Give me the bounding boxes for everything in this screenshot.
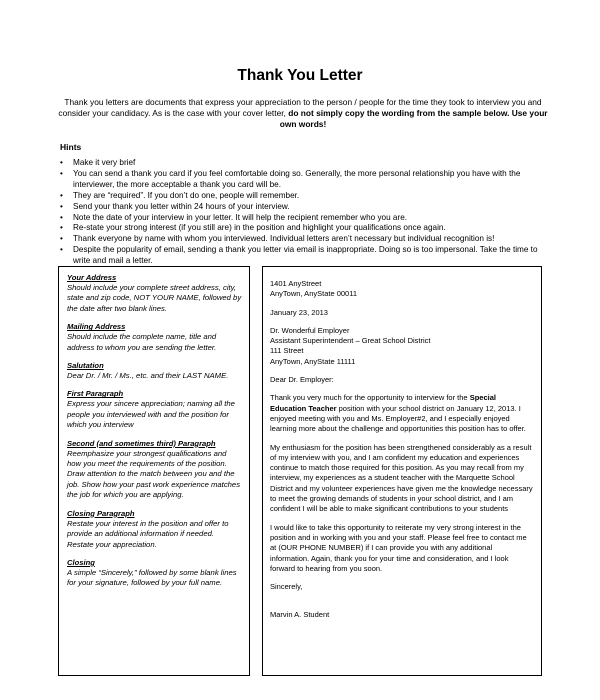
p1-text-end: position with your school district on January 12, 2013. I enjoyed meeting with you and Ms. Employer#2, and I especially enjoyed learning more about the challenge and opportunities this position has to offer. bbox=[270, 403, 526, 434]
page-title: Thank You Letter bbox=[237, 67, 363, 84]
hint-item: • Send your thank you letter within 24 hours of your interview. bbox=[58, 202, 548, 213]
paragraph-3: I would like to take this opportunity to reiterate my very strong interest in the position and in working with you and your staff. Please feel free to contact me at (OUR PHONE NUMBER) if I can provide you with any additional information. Again, thank you for your time and consideration, and I look forward to hearing from you soon. bbox=[270, 522, 527, 573]
p1-text: Thank you very much for the opportunity to interview for the bbox=[270, 393, 470, 403]
recipient-address bbox=[270, 326, 533, 367]
hint-item: • You can send a thank you card if you feel comfortable doing so. Generally, the more personal relationship you have with the interviewer, the more acceptable a thank you card will be. bbox=[58, 169, 548, 191]
sample-letter-box bbox=[262, 266, 542, 676]
letter-date: January 23, 2013 bbox=[270, 307, 328, 317]
hints-list bbox=[58, 158, 548, 267]
p1-position: Special Education Teacher bbox=[270, 393, 496, 413]
guide-heading: Salutation bbox=[67, 361, 104, 371]
recipient-name: Dr. Wonderful Employer bbox=[270, 325, 350, 335]
guide-section bbox=[67, 509, 242, 550]
hint-item: • Make it very brief bbox=[58, 158, 548, 169]
guide-body: A simple “Sincerely,” followed by some blank lines for your signature, followed by your full name. bbox=[67, 567, 237, 588]
guide-section bbox=[67, 389, 242, 430]
sender-address bbox=[270, 279, 533, 300]
hint-item: • Despite the popularity of email, sending a thank you letter via email is inappropriate. Doing so is too impersonal. Take the time to write and mail a letter. bbox=[58, 245, 548, 267]
guide-heading: Your Address bbox=[67, 273, 117, 282]
hint-item: • Note the date of your interview in your letter. It will help the recipient remember who you are. bbox=[58, 213, 548, 224]
guide-body: Express your sincere appreciation; naming all the people you interviewed with and the position for which you interview bbox=[67, 399, 235, 430]
guide-body: Reemphasize your strongest qualifications and how you meet the requirements of the position. Draw attention to the match between you and the job. Show how your past work experience matches the job for which you are applying. bbox=[67, 448, 241, 500]
salutation: Dear Dr. Employer: bbox=[270, 375, 334, 385]
guide-body: Should include your complete street address, city, state and zip code, NOT YOUR NAME, followed by the date after two blank lines. bbox=[67, 283, 242, 313]
hint-item: • Thank everyone by name with whom you interviewed. Individual letters aren’t necessary but individual recognition is! bbox=[58, 234, 548, 245]
letter-guide-box bbox=[58, 266, 250, 676]
paragraph-2: My enthusiasm for the position has been strengthened considerably as a result of my interview with you, and I am confident my education and experiences continue to match those required for this position. As you may recall from my interview, my experiences as a student teacher with the Marquette School District and my volunteer experiences have given me the knowledge necessary to meet the growing demands of students in your school district, and I am confident I will be able to make significant contributions to your students bbox=[270, 442, 533, 514]
guide-body: Dear Dr. / Mr. / Ms., etc. and their LAST NAME. bbox=[67, 371, 229, 381]
sender-city: AnyTown, AnyState 00011 bbox=[270, 289, 358, 299]
intro-paragraph bbox=[58, 97, 548, 130]
guide-section bbox=[67, 558, 242, 589]
recipient-title: Assistant Superintendent – Great School District bbox=[270, 336, 431, 346]
recipient-city: AnyTown, AnyState 11111 bbox=[270, 356, 356, 366]
guide-section bbox=[67, 439, 242, 501]
guide-section bbox=[67, 273, 242, 314]
signature: Marvin A. Student bbox=[270, 610, 330, 620]
guide-heading: Closing bbox=[67, 557, 95, 567]
sender-street: 1401 AnyStreet bbox=[270, 279, 322, 288]
closing: Sincerely, bbox=[270, 582, 303, 592]
guide-section bbox=[67, 322, 242, 353]
recipient-street: 111 Street bbox=[270, 346, 304, 356]
guide-heading: Second (and sometimes third) Paragraph bbox=[67, 438, 216, 448]
intro-emphasis: do not simply copy the wording from the sample below. Use your own words! bbox=[279, 108, 548, 129]
guide-body: Restate your interest in the position and offer to provide an additional information if needed. Restate your appreciation. bbox=[67, 518, 229, 549]
guide-heading: First Paragraph bbox=[67, 389, 124, 399]
hint-item: • Re-state your strong interest (if you still are) in the position and highlight your qualifications once again. bbox=[58, 223, 548, 234]
guide-section bbox=[67, 361, 242, 381]
paragraph-1 bbox=[270, 393, 533, 434]
guide-heading: Mailing Address bbox=[67, 322, 126, 332]
guide-heading: Closing Paragraph bbox=[67, 508, 135, 518]
intro-text: Thank you letters are documents that express your appreciation to the person / people for the time they took to interview you and consider your candidacy. As is the case with your cover letter, bbox=[58, 97, 542, 118]
hint-item: • They are “required”. If you don’t do one, people will remember. bbox=[58, 191, 548, 202]
hints-heading: Hints bbox=[60, 142, 82, 152]
guide-body: Should include the complete name, title and address to whom you are sending the letter. bbox=[67, 332, 217, 352]
